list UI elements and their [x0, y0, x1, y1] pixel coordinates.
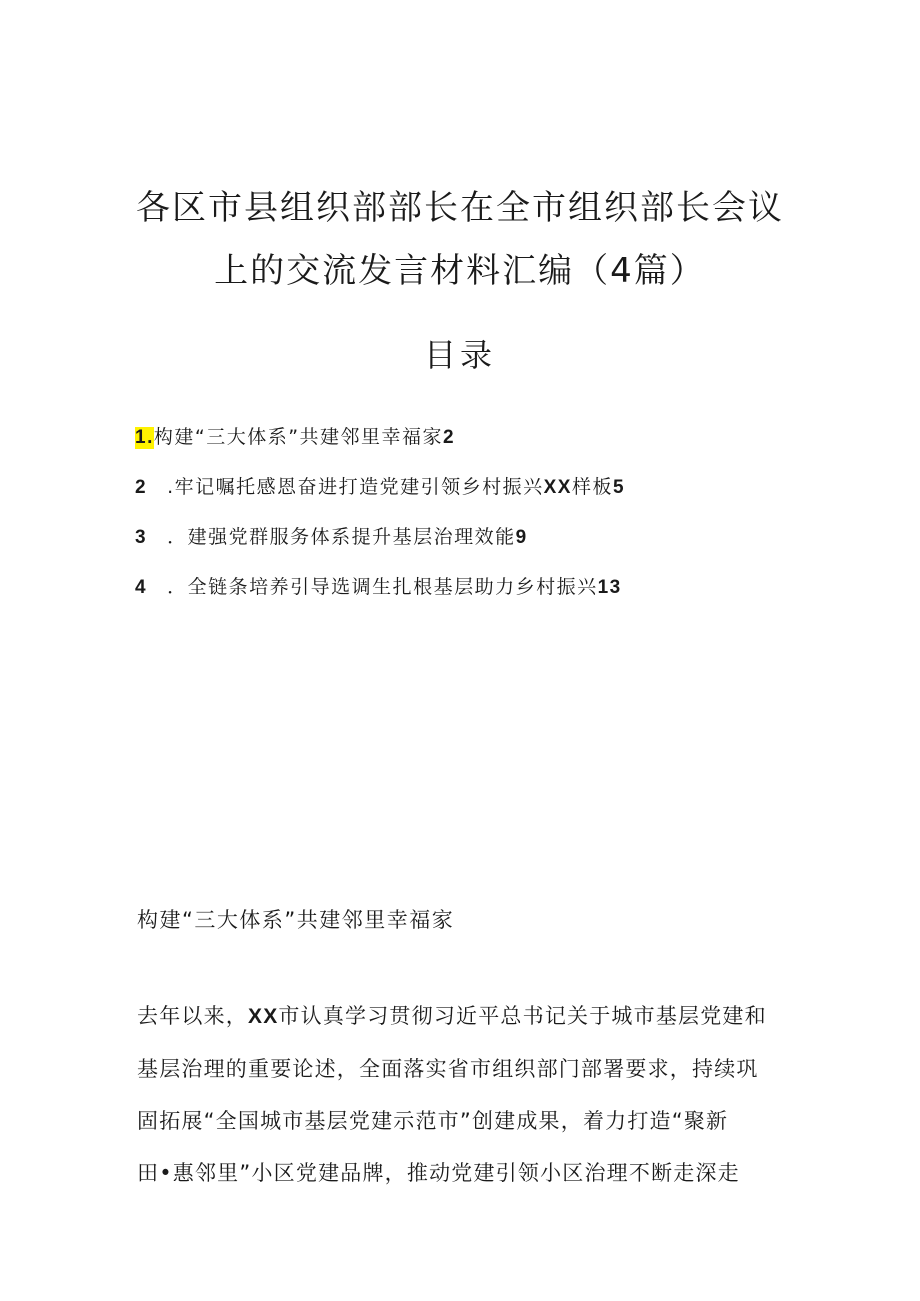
toc-item-4[interactable]: [135, 572, 622, 599]
toc-item-number: 2: [135, 477, 148, 498]
paragraph-line-4: 田•惠邻里”小区党建品牌，推动党建引领小区治理不断走深走: [137, 1161, 740, 1185]
toc-item-text-bold: XX: [543, 477, 572, 498]
toc-item-page: 13: [597, 577, 622, 598]
toc-item-3[interactable]: [135, 522, 528, 549]
toc-item-text: 构建“三大体系”共建邻里幸福家: [153, 426, 444, 448]
toc-item-page: 9: [515, 527, 528, 548]
paragraph-line-1: [137, 990, 787, 1043]
toc-item-text: ．建强党群服务体系提升基层治理效能: [167, 526, 516, 548]
paragraph-text: 去年以来，: [137, 1004, 248, 1028]
toc-item-text: ．全链条培养引导选调生扎根基层助力乡村振兴: [167, 576, 598, 598]
toc-item-1[interactable]: [135, 422, 455, 449]
document-title-line-2: 上的交流发言材料汇编（4篇）: [214, 251, 706, 291]
toc-item-page: 2: [443, 427, 456, 448]
toc-item-text-post: 样板: [571, 476, 613, 498]
paragraph-text-bold: XX: [248, 1005, 279, 1028]
paragraph-line-2: 基层治理的重要论述，全面落实省市组织部门部署要求，持续巩: [137, 1057, 759, 1081]
paragraph-line-3: 固拓展“全国城市基层党建示范市”创建成果，着力打造“聚新: [137, 1109, 729, 1133]
toc-item-2[interactable]: [135, 472, 625, 499]
toc-item-number: 4: [135, 577, 148, 598]
toc-item-number: 3: [135, 527, 148, 548]
toc-item-number: 1.: [135, 427, 154, 448]
body-paragraph: [137, 990, 787, 1199]
document-title-line-1: 各区市县组织部部长在全市组织部长会议: [136, 188, 784, 228]
toc-item-page: 5: [613, 477, 626, 498]
paragraph-text: 市认真学习贯彻习近平总书记关于城市基层党建和: [278, 1004, 767, 1028]
section-heading: 构建“三大体系”共建邻里幸福家: [137, 908, 455, 932]
toc-item-text: .牢记嘱托感恩奋进打造党建引领乡村振兴: [167, 476, 544, 498]
toc-heading: 目录: [423, 336, 496, 374]
